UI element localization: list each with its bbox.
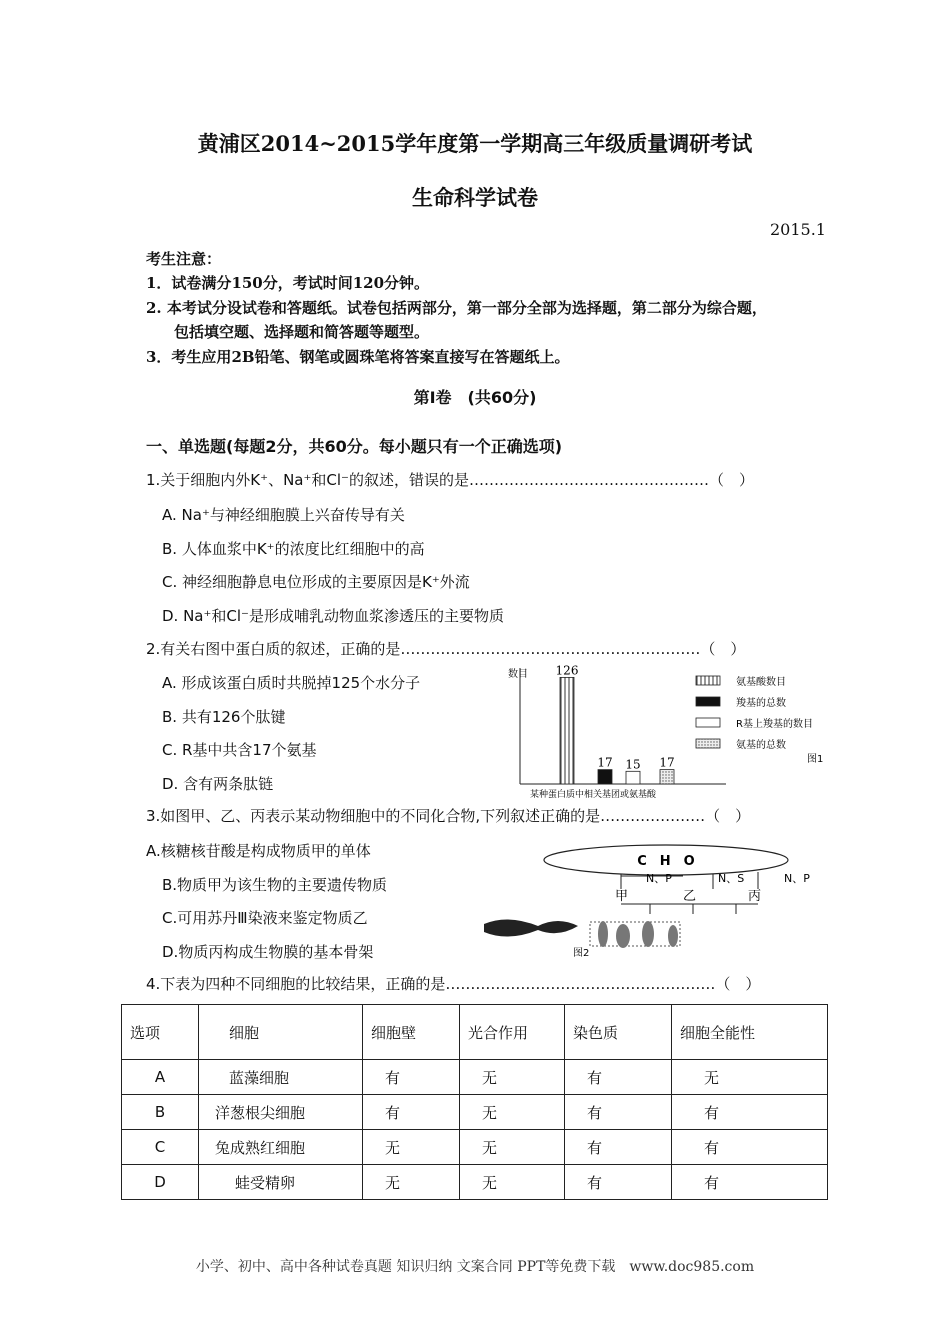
table-cell: 无 (363, 1165, 460, 1200)
table-cell: 无 (363, 1130, 460, 1165)
legend-label: R基上羧基的数目 (736, 719, 813, 730)
table-cell: 无 (672, 1060, 828, 1095)
output-bing: 丙 (748, 889, 762, 904)
table-cell: 无 (460, 1095, 565, 1130)
table-cell: 洋葱根尖细胞 (199, 1095, 363, 1130)
legend-label: 氨基的总数 (736, 740, 786, 751)
page-footer: 小学、初中、高中各种试卷真题 知识归纳 文案合同 PPT等免费下载 www.doc985.com (195, 1259, 755, 1275)
table-header-cell: 细胞 (199, 1005, 363, 1060)
figure2-label: 图2 (573, 948, 590, 959)
table-cell: 兔成熟红细胞 (199, 1130, 363, 1165)
answer-option: A. 形成该蛋白质时共脱掉125个水分子 (162, 674, 421, 692)
answer-option: C. 神经细胞静息电位形成的主要原因是K⁺外流 (162, 573, 470, 591)
notice-item: 包括填空题、选择题和简答题等题型。 (174, 323, 430, 341)
answer-option: B. 共有126个肽键 (162, 708, 286, 726)
notice-item: 3．考生应用2B铅笔、钢笔或圆珠笔将答案直接写在答题纸上。 (146, 348, 570, 366)
table-cell: 无 (460, 1060, 565, 1095)
legend-label: 氨基酸数目 (736, 677, 786, 688)
table-cell: A (122, 1060, 199, 1095)
cho-label: C H O (637, 854, 695, 869)
figure2-diagram (478, 842, 838, 962)
table-row (122, 1130, 828, 1165)
bar-chart-figure1 (500, 660, 840, 802)
table-cell: 有 (565, 1095, 672, 1130)
answer-option: D. Na⁺和Cl⁻是形成哺乳动物血浆渗透压的主要物质 (162, 607, 504, 625)
legend-swatch (696, 739, 720, 748)
chromosome-image (484, 919, 578, 936)
table-header-cell: 光合作用 (460, 1005, 565, 1060)
table-cell: 有 (565, 1130, 672, 1165)
table-cell: 无 (460, 1165, 565, 1200)
notice-item: 2. 本考试分设试卷和答题纸。试卷包括两部分，第一部分全部为选择题，第二部分为综合题， (146, 299, 767, 317)
chart-bar (560, 677, 574, 784)
table-cell: C (122, 1130, 199, 1165)
output-yi: 乙 (683, 889, 697, 904)
chart-value-label: 126 (555, 663, 579, 678)
answer-option: A. Na⁺与神经细胞膜上兴奋传导有关 (162, 506, 405, 524)
answer-option: B.物质甲为该生物的主要遗传物质 (162, 876, 388, 894)
table-cell: 有 (672, 1130, 828, 1165)
table-header-cell: 细胞壁 (363, 1005, 460, 1060)
legend-swatch (696, 676, 720, 685)
table-row (122, 1060, 828, 1095)
table-cell: 蛙受精卵 (199, 1165, 363, 1200)
question-stem: 2.有关右图中蛋白质的叙述，正确的是……………………………………………………（ ） (146, 640, 746, 658)
exam-date: 2015.1 (770, 220, 826, 239)
answer-option: D.物质丙构成生物膜的基本骨架 (162, 943, 374, 961)
comparison-table (121, 1004, 828, 1200)
table-cell: 有 (672, 1165, 828, 1200)
question-stem: 4.下表为四种不同细胞的比较结果，正确的是………………………………………………（ ） (146, 975, 761, 993)
table-header-row (122, 1005, 828, 1060)
table-header-cell: 选项 (122, 1005, 199, 1060)
answer-option: B. 人体血浆中K⁺的浓度比红细胞中的高 (162, 540, 425, 558)
question-stem: 3.如图甲、乙、丙表示某动物细胞中的不同化合物,下列叙述正确的是…………………（ ） (146, 807, 751, 825)
figure1-label: 图1 (807, 754, 824, 765)
table-cell: 有 (672, 1095, 828, 1130)
table-header-cell: 细胞全能性 (672, 1005, 828, 1060)
table-cell: 有 (363, 1060, 460, 1095)
chart-value-label: 17 (659, 755, 675, 770)
answer-option: A.核糖核苷酸是构成物质甲的单体 (146, 842, 371, 860)
table-cell: D (122, 1165, 199, 1200)
part-title: 第Ⅰ卷 (共60分) (413, 388, 537, 407)
table-cell: 有 (565, 1165, 672, 1200)
table-cell: 蓝藻细胞 (199, 1060, 363, 1095)
answer-option: C.可用苏丹Ⅲ染液来鉴定物质乙 (162, 909, 368, 927)
question-stem: 1.关于细胞内外K⁺、Na⁺和Cl⁻的叙述，错误的是…………………………………………（ ） (146, 471, 754, 489)
chart-value-label: 17 (597, 755, 613, 770)
input-ns: N、S (718, 872, 745, 885)
table-cell: 有 (363, 1095, 460, 1130)
exam-subtitle: 生命科学试卷 (412, 185, 538, 210)
legend-label: 羧基的总数 (736, 698, 786, 709)
chart-bar (626, 771, 640, 784)
chart-xlabel: 某种蛋白质中相关基团或氨基酸 (530, 790, 657, 800)
chart-bar (598, 770, 612, 784)
output-jia: 甲 (615, 889, 629, 904)
answer-option: D. 含有两条肽链 (162, 775, 274, 793)
chart-ylabel: 数目 (508, 669, 528, 680)
legend-swatch (696, 697, 720, 706)
table-cell: B (122, 1095, 199, 1130)
chart-bar (660, 770, 674, 784)
notice-heading: 考生注意： (146, 250, 222, 268)
section-heading: 一、单选题(每题2分，共60分。每小题只有一个正确选项) (146, 437, 563, 456)
legend-swatch (696, 718, 720, 727)
input-np-1: N、P (646, 872, 672, 885)
exam-title: 黄浦区2014~2015学年度第一学期高三年级质量调研考试 (197, 131, 753, 156)
chart-value-label: 15 (625, 757, 641, 772)
input-np-2: N、P (784, 872, 810, 885)
table-cell: 无 (460, 1130, 565, 1165)
table-row (122, 1165, 828, 1200)
table-header-cell: 染色质 (565, 1005, 672, 1060)
table-cell: 有 (565, 1060, 672, 1095)
notice-item: 1．试卷满分150分，考试时间120分钟。 (146, 274, 430, 292)
answer-option: C. R基中共含17个氨基 (162, 741, 317, 759)
table-row (122, 1095, 828, 1130)
